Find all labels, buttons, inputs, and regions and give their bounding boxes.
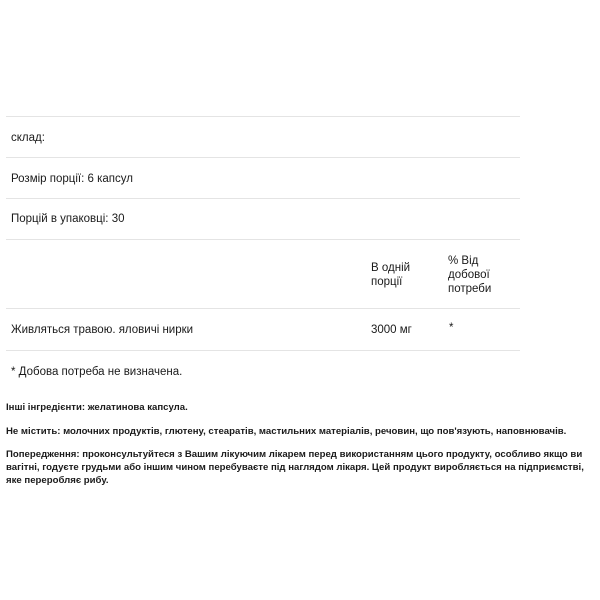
ingredient-daily-value: * <box>449 322 454 334</box>
servings-per-container-row <box>6 198 520 239</box>
daily-value-header: % Від добової потреби <box>448 255 492 295</box>
footnote-row <box>6 350 520 394</box>
amount-per-serving-header: В одній порції <box>371 262 411 288</box>
warning-note: Попередження: проконсультуйтеся з Вашим лікуючим лікарем перед використанням цього продукту, особливо якщо ви вагітні, годуєте грудьми або іншим чином перебуваєте під наглядом лікаря. Цей продукт виробляється на підприємстві, яке переробляє рибу. <box>6 449 584 486</box>
product-notes <box>6 401 590 499</box>
supplement-facts-table <box>6 116 520 394</box>
serving-size-text: Розмір порції: 6 капсул <box>11 173 133 185</box>
servings-per-container-text: Порцій в упаковці: 30 <box>11 213 125 225</box>
table-header-row <box>6 239 520 308</box>
daily-value-footnote: * Добова потреба не визначена. <box>11 366 183 378</box>
table-row <box>6 308 520 350</box>
ingredient-name: Живляться травою. яловичі нирки <box>11 324 194 336</box>
free-of-note: Не містить: молочних продуктів, глютену, стеаратів, мастильних матеріалів, речовин, що пов'язують, наповнювачів. <box>6 426 567 437</box>
composition-label: склад: <box>11 132 45 144</box>
ingredient-amount: 3000 мг <box>371 324 412 336</box>
other-ingredients-note: Інші інгредієнти: желатинова капсула. <box>6 402 188 413</box>
serving-size-row <box>6 157 520 198</box>
composition-row <box>6 116 520 157</box>
